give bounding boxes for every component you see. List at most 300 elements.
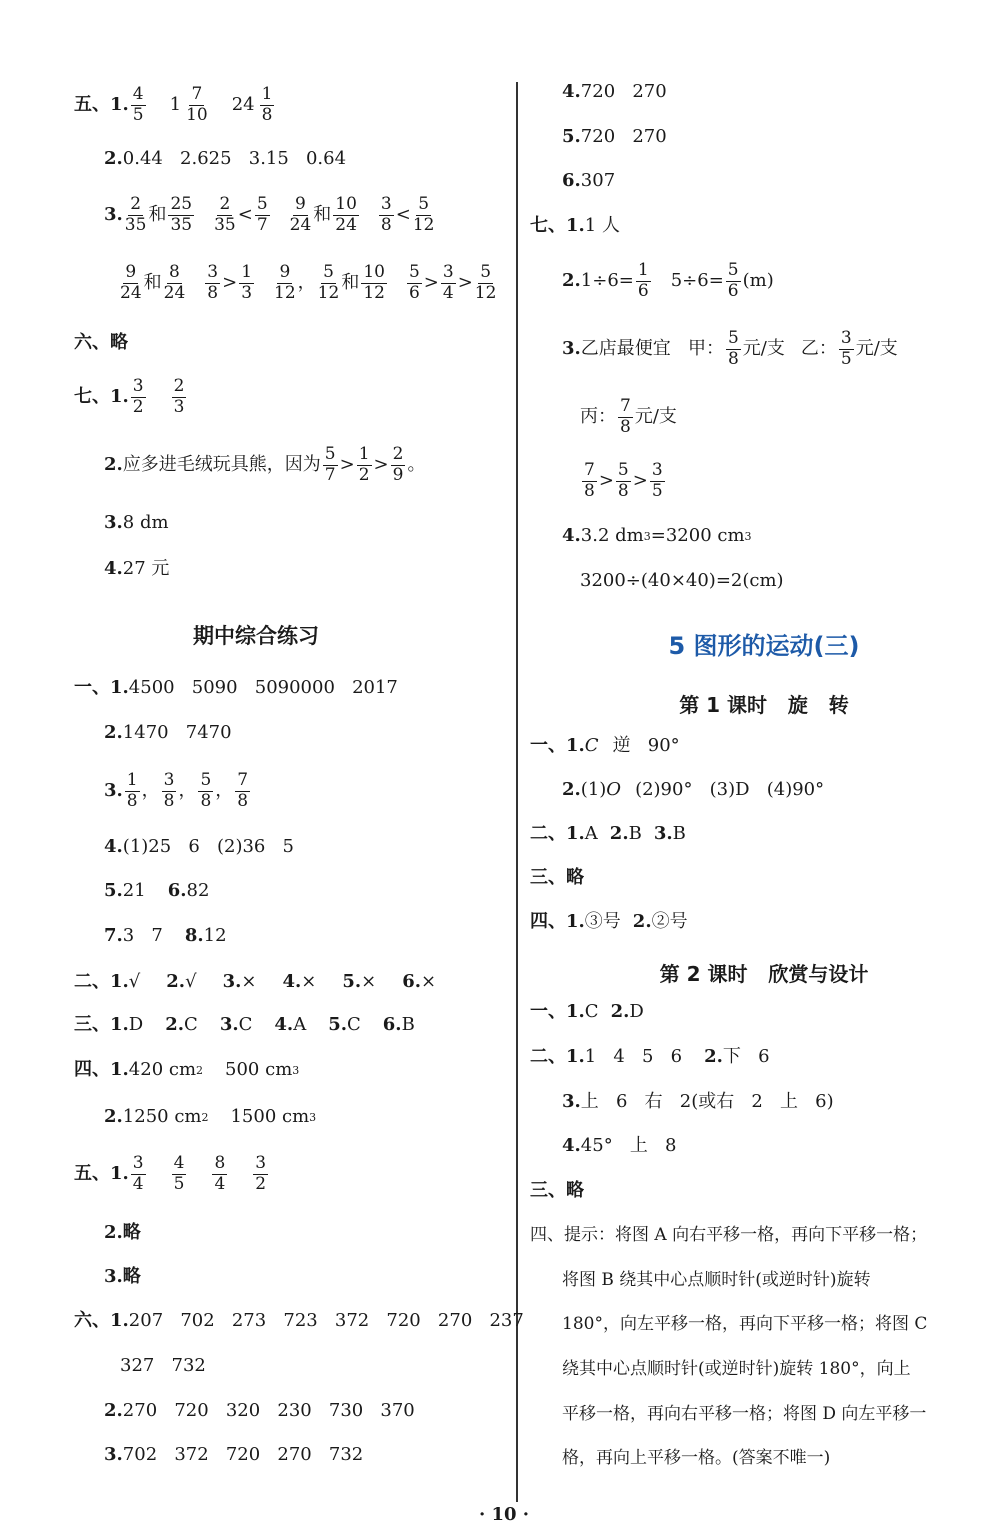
answer-text: 720 270 — [580, 126, 667, 147]
fraction — [164, 264, 186, 303]
section-label: 二、 — [74, 971, 110, 992]
hint-line: 格，再向上平移一格。(答案不唯一) — [562, 1448, 831, 1468]
conjunction: 和 — [341, 272, 360, 294]
denominator: 8 — [207, 282, 219, 303]
item-number: 1. — [566, 1001, 585, 1022]
less-than: < — [237, 204, 253, 226]
numerator: 3 — [132, 376, 144, 396]
numerator: 5 — [617, 460, 629, 480]
item-number: 2. — [632, 911, 652, 932]
denominator: 5 — [651, 480, 663, 501]
fraction — [131, 378, 146, 417]
denominator: 35 — [170, 214, 193, 235]
denominator: 12 — [317, 282, 340, 303]
mid-6-2 — [104, 1402, 415, 1420]
numerator: 1 — [358, 444, 370, 464]
answer-item — [566, 913, 621, 931]
mid-4-1 — [74, 1061, 299, 1079]
numerator: 2 — [392, 444, 404, 464]
hint-line: 四、提示：将图 A 向右平移一格，再向下平移一格； — [530, 1225, 928, 1245]
answer-text: 1 4 5 6 — [584, 1046, 683, 1067]
item-number: 6. — [562, 170, 581, 191]
answer-value: ③号 — [584, 911, 621, 932]
answer-text: 逆 90° — [612, 735, 680, 756]
answer-5-3-row1 — [104, 196, 436, 235]
answer-item — [110, 973, 140, 991]
volume-value: 500 cm — [225, 1059, 293, 1080]
answer-item — [220, 1016, 253, 1034]
denominator: 24 — [163, 282, 186, 303]
whole-number: 1 — [169, 94, 182, 116]
section-label: 一、1. — [74, 677, 129, 698]
fraction — [441, 264, 456, 303]
answer-text: 3 7 — [122, 925, 163, 946]
fraction — [379, 196, 394, 235]
numerator: 4 — [173, 1153, 185, 1173]
choice-list — [110, 1016, 437, 1034]
numerator: 7 — [191, 84, 203, 104]
answer-item — [223, 973, 257, 991]
item-number: 4. — [104, 836, 123, 857]
mid-1-5-6 — [104, 882, 209, 900]
comma: ， — [297, 272, 316, 294]
numerator: 2 — [130, 194, 142, 214]
section-label: 五、1. — [74, 1163, 129, 1185]
denominator: 4 — [214, 1173, 226, 1194]
fraction — [120, 264, 142, 303]
denominator: 8 — [163, 790, 175, 811]
answer-value: × — [301, 971, 317, 992]
section-label: 六、1. — [74, 1310, 129, 1331]
fraction-item — [129, 86, 148, 125]
denominator: 2 — [358, 464, 370, 485]
answer-text: 8 dm — [122, 512, 169, 533]
whole-number: 24 — [231, 94, 255, 116]
fraction-list — [129, 378, 189, 417]
answer-value: ②号 — [651, 911, 688, 932]
denominator: 3 — [241, 282, 253, 303]
denominator: 9 — [392, 464, 404, 485]
item-number: 2. — [104, 148, 123, 169]
fraction-item — [129, 1155, 148, 1194]
fraction-item — [170, 86, 210, 125]
answer-text: 3200÷(40×40)=2(cm) — [580, 570, 784, 591]
section-label: 二、1. — [530, 1046, 585, 1067]
mid-6-1-cont — [120, 1357, 206, 1375]
item-number: 3. — [222, 971, 242, 992]
mid-1-7-8 — [104, 927, 227, 945]
answer-7-1 — [74, 378, 188, 417]
section-label: 一、1. — [530, 735, 585, 756]
mid-1-4 — [104, 838, 294, 856]
l2-1 — [530, 1003, 656, 1021]
fraction — [212, 1155, 227, 1194]
numerator: 8 — [169, 262, 180, 282]
column-divider — [516, 82, 518, 1502]
lesson-2-title: 第 2 课时 欣赏与设计 — [659, 962, 869, 986]
area-value: 1250 cm — [122, 1106, 202, 1127]
comma: ， — [215, 780, 234, 802]
item-number: 3. — [104, 512, 123, 533]
fraction — [162, 772, 177, 811]
mid-1-2 — [104, 724, 232, 742]
numerator: 3 — [207, 262, 219, 282]
answer-text: 307 — [580, 170, 616, 191]
fraction — [205, 264, 220, 303]
answer-text: 3.2 dm — [580, 525, 644, 546]
fraction — [125, 772, 140, 811]
fraction — [214, 196, 236, 235]
numerator: 1 — [637, 260, 649, 280]
numerator: 4 — [132, 84, 144, 104]
answer-text: 1470 7470 — [122, 722, 232, 743]
fraction — [333, 196, 359, 235]
conjunction: 和 — [148, 204, 167, 226]
answer-item — [633, 913, 688, 931]
answer-value: A — [584, 823, 598, 844]
answer-text: 0.44 2.625 3.15 0.64 — [122, 148, 347, 169]
mid-7-2 — [562, 262, 774, 301]
judgement-list — [110, 973, 462, 991]
unit: 元/支 — [855, 338, 898, 360]
numerator: 5 — [480, 262, 492, 282]
answer-text: 上 6 右 2(或右 2 上 6) — [580, 1091, 834, 1112]
hint-line: 将图 B 绕其中心点顺时针(或逆时针)旋转 — [562, 1270, 871, 1290]
answer-item — [566, 1003, 599, 1021]
denominator: 5 — [132, 104, 144, 125]
answer-text: 82 — [186, 880, 210, 901]
denominator: 8 — [237, 790, 249, 811]
answer-text: 12 — [203, 925, 227, 946]
item-number: 3. — [104, 1266, 123, 1287]
greater-than: > — [632, 470, 648, 492]
unit: 元/支 — [742, 338, 785, 360]
numerator: 25 — [170, 194, 193, 214]
numerator: 5 — [418, 194, 430, 214]
denominator: 8 — [126, 790, 138, 811]
fraction — [726, 330, 741, 369]
mid-7-4-calc — [580, 572, 784, 590]
item-number: 4. — [282, 971, 302, 992]
cube-exponent: 3 — [643, 529, 651, 543]
mid-2 — [74, 973, 462, 991]
denominator: 2 — [255, 1173, 267, 1194]
item-number: 4. — [562, 1135, 581, 1156]
chapter-title: 5 图形的运动(三) — [668, 632, 860, 660]
answer-text: 207 702 273 723 372 720 270 237 — [128, 1310, 524, 1331]
section-answer: 六、略 — [74, 332, 128, 353]
item-number: 5. — [562, 126, 581, 147]
choice-list — [566, 825, 698, 843]
fraction — [255, 196, 270, 235]
l1-4 — [530, 913, 700, 931]
section-label: 四、1. — [74, 1059, 129, 1080]
denominator: 8 — [200, 790, 212, 811]
item-number: 5. — [328, 1014, 347, 1035]
denominator: 8 — [584, 480, 595, 501]
fraction — [172, 1155, 187, 1194]
answer-7-3 — [104, 514, 169, 532]
section-label: 七、1. — [74, 386, 129, 408]
greater-than: > — [457, 272, 473, 294]
mid-7-4 — [562, 527, 752, 545]
answer-6 — [74, 334, 128, 352]
answer-value: D — [128, 1014, 144, 1035]
period: 。 — [407, 454, 426, 476]
item-number: 6. — [167, 880, 187, 901]
answer-item — [166, 973, 196, 991]
numerator: 1 — [241, 262, 253, 282]
midterm-title: 期中综合练习 — [193, 624, 319, 648]
answer-value: √ — [185, 971, 197, 992]
answer-text: 702 372 720 270 732 — [122, 1444, 364, 1465]
l2-2-3 — [562, 1093, 834, 1111]
numerator: 5 — [408, 262, 420, 282]
fraction — [318, 264, 340, 303]
mid-7-3 — [562, 330, 898, 369]
numerator: 9 — [125, 262, 137, 282]
fraction — [172, 378, 187, 417]
denominator: 24 — [289, 214, 312, 235]
hint-line: 绕其中心点顺时针(或逆时针)旋转 180°，向上 — [562, 1359, 911, 1379]
choice-list — [566, 913, 700, 931]
answer-text: 略 — [122, 1266, 141, 1287]
numerator: 3 — [442, 262, 454, 282]
answer-item — [383, 1016, 415, 1034]
item-number: 3. — [104, 204, 123, 226]
answer-item — [328, 1016, 361, 1034]
fraction — [260, 86, 275, 125]
fraction — [616, 462, 631, 501]
mid-5-2 — [104, 1224, 141, 1242]
fraction-item — [170, 378, 189, 417]
less-than: < — [395, 204, 411, 226]
fraction — [323, 446, 338, 485]
answer-text: 21 — [122, 880, 146, 901]
numerator: 3 — [840, 328, 852, 348]
numerator: 5 — [200, 770, 212, 790]
denominator: 7 — [256, 214, 268, 235]
answer-text: 略 — [122, 1222, 141, 1243]
item-number: 4. — [562, 525, 581, 546]
answer-text: (1)25 6 (2)36 5 — [122, 836, 294, 857]
item-number: 3. — [562, 338, 581, 360]
greater-than: > — [598, 470, 614, 492]
answer-text: 丙： — [580, 406, 616, 428]
denominator: 8 — [380, 214, 392, 235]
numerator: 9 — [295, 194, 306, 214]
mid-5-1 — [74, 1155, 270, 1194]
item-number: 3. — [104, 780, 123, 802]
cube-exponent: 3 — [744, 529, 752, 543]
answer-text: 720 270 — [580, 81, 667, 102]
section-label: 三、 — [74, 1014, 110, 1035]
item-number: 2. — [610, 1001, 630, 1022]
area-value: 420 cm — [128, 1059, 197, 1080]
fraction — [726, 262, 741, 301]
denominator: 3 — [173, 396, 185, 417]
l1-1-2 — [562, 781, 824, 799]
denominator: 24 — [335, 214, 357, 235]
answer-value: B — [401, 1014, 415, 1035]
fraction-item — [170, 1155, 189, 1194]
answer-text: =3200 cm — [650, 525, 745, 546]
mid-1-3 — [104, 772, 252, 811]
answer-item — [566, 825, 598, 843]
denominator: 7 — [324, 464, 336, 485]
denominator: 4 — [132, 1173, 144, 1194]
conjunction: 和 — [313, 204, 332, 226]
denominator: 12 — [474, 282, 497, 303]
fraction — [361, 264, 387, 303]
page-number: · 10 · — [478, 1504, 530, 1525]
denominator: 2 — [132, 396, 144, 417]
cube-exponent: 3 — [309, 1110, 317, 1124]
answer-value: × — [241, 971, 257, 992]
fraction-item — [251, 1155, 270, 1194]
fraction-list — [129, 1155, 270, 1194]
answer-value: C — [184, 1014, 198, 1035]
answer-text: 下 6 — [722, 1046, 770, 1067]
mid-3 — [74, 1016, 437, 1034]
greater-than: > — [423, 272, 439, 294]
fraction — [253, 1155, 268, 1194]
answer-5-3-row2 — [118, 264, 498, 303]
answer-text: 27 元 — [122, 558, 170, 579]
numerator: 3 — [380, 194, 392, 214]
answer-value: B — [672, 823, 686, 844]
mid-6-4 — [562, 83, 667, 101]
mid-1-1 — [74, 679, 398, 697]
unit: 元/支 — [634, 406, 677, 428]
section-answer: 三、略 — [530, 867, 584, 888]
fraction — [582, 462, 597, 501]
numerator: 10 — [335, 194, 357, 214]
fraction-item — [232, 86, 277, 125]
item-number: 4. — [274, 1014, 294, 1035]
answer-5-2 — [104, 150, 346, 168]
fraction-list — [129, 86, 277, 125]
item-number: 2. — [562, 779, 581, 800]
answer-5-1 — [74, 86, 276, 125]
fraction — [131, 1155, 146, 1194]
denominator: 12 — [274, 282, 296, 303]
square-exponent: 2 — [201, 1110, 209, 1124]
answer-value: √ — [128, 971, 141, 992]
item-number: 1. — [110, 971, 129, 992]
variable: O — [606, 779, 622, 800]
numerator: 7 — [584, 460, 595, 480]
variable: C — [584, 735, 599, 756]
comma: ， — [141, 780, 160, 802]
fraction-item — [210, 1155, 229, 1194]
l1-2 — [530, 825, 698, 843]
item-number: 2. — [609, 823, 629, 844]
answer-value: D — [629, 1001, 644, 1022]
unit: (m) — [742, 270, 774, 292]
mid-7-3-compare — [580, 462, 667, 501]
numerator: 5 — [256, 194, 268, 214]
answer-item — [402, 973, 436, 991]
answer-item — [611, 1003, 644, 1021]
item-number: 2. — [104, 1222, 123, 1243]
numerator: 3 — [255, 1153, 267, 1173]
section-label: 一、 — [530, 1001, 566, 1022]
item-number: 2. — [704, 1046, 723, 1067]
fraction — [290, 196, 312, 235]
answer-text: (2)90° (3)D (4)90° — [635, 779, 825, 800]
numerator: 3 — [132, 1153, 144, 1173]
fraction — [239, 264, 254, 303]
denominator: 6 — [408, 282, 420, 303]
l2-2-1 — [530, 1048, 770, 1066]
answer-text: 1÷6= — [580, 270, 634, 292]
item-number: 3. — [653, 823, 673, 844]
answer-value: C — [346, 1014, 361, 1035]
fraction — [618, 398, 633, 437]
fraction — [475, 264, 497, 303]
numerator: 3 — [651, 460, 663, 480]
fraction — [650, 462, 665, 501]
denominator: 10 — [186, 104, 208, 125]
answer-item — [165, 1016, 198, 1034]
denominator: 5 — [840, 348, 852, 369]
denominator: 24 — [120, 282, 142, 303]
answer-text: 270 720 320 230 730 370 — [122, 1400, 415, 1421]
l1-3 — [530, 869, 584, 887]
item-number: 3. — [219, 1014, 239, 1035]
item-number: 6. — [402, 971, 422, 992]
hint-line: 平移一格，再向右平移一格；将图 D 向左平移一 — [562, 1404, 927, 1424]
mid-6-3 — [104, 1446, 363, 1464]
numerator: 8 — [214, 1153, 226, 1173]
item-number: 2. — [165, 1014, 185, 1035]
section-answer: 三、略 — [530, 1180, 584, 1201]
cube-exponent: 3 — [292, 1063, 300, 1077]
denominator: 8 — [261, 104, 273, 125]
hint-line: 180°，向左平移一格，再向下平移一格；将图 C — [562, 1314, 928, 1334]
fraction — [357, 446, 372, 485]
mid-6-5 — [562, 128, 667, 146]
denominator: 35 — [214, 214, 236, 235]
fraction — [636, 262, 651, 301]
numerator: 3 — [163, 770, 175, 790]
item-number: 4. — [104, 558, 123, 579]
answer-item — [110, 1016, 143, 1034]
fraction — [407, 264, 422, 303]
section-label: 二、 — [530, 823, 566, 844]
fraction — [391, 446, 406, 485]
numerator: 7 — [620, 396, 631, 416]
answer-text: 乙： — [800, 338, 837, 360]
answer-text: 1 人 — [584, 215, 620, 236]
answer-text: (1) — [580, 779, 607, 800]
item-number: 2. — [104, 722, 123, 743]
item-number: 2. — [104, 454, 123, 476]
item-number: 1. — [110, 1014, 129, 1035]
numerator: 2 — [219, 194, 231, 214]
numerator: 5 — [323, 262, 334, 282]
fraction — [235, 772, 250, 811]
fraction — [198, 772, 213, 811]
mid-6-1 — [74, 1312, 524, 1330]
answer-text: 乙店最便宜 甲： — [580, 338, 724, 360]
mid-5-3 — [104, 1268, 141, 1286]
item-number: 3. — [104, 1444, 123, 1465]
section-label: 五、1. — [74, 94, 129, 116]
answer-text: 45° 上 8 — [580, 1135, 677, 1156]
mid-7-1 — [530, 217, 620, 235]
